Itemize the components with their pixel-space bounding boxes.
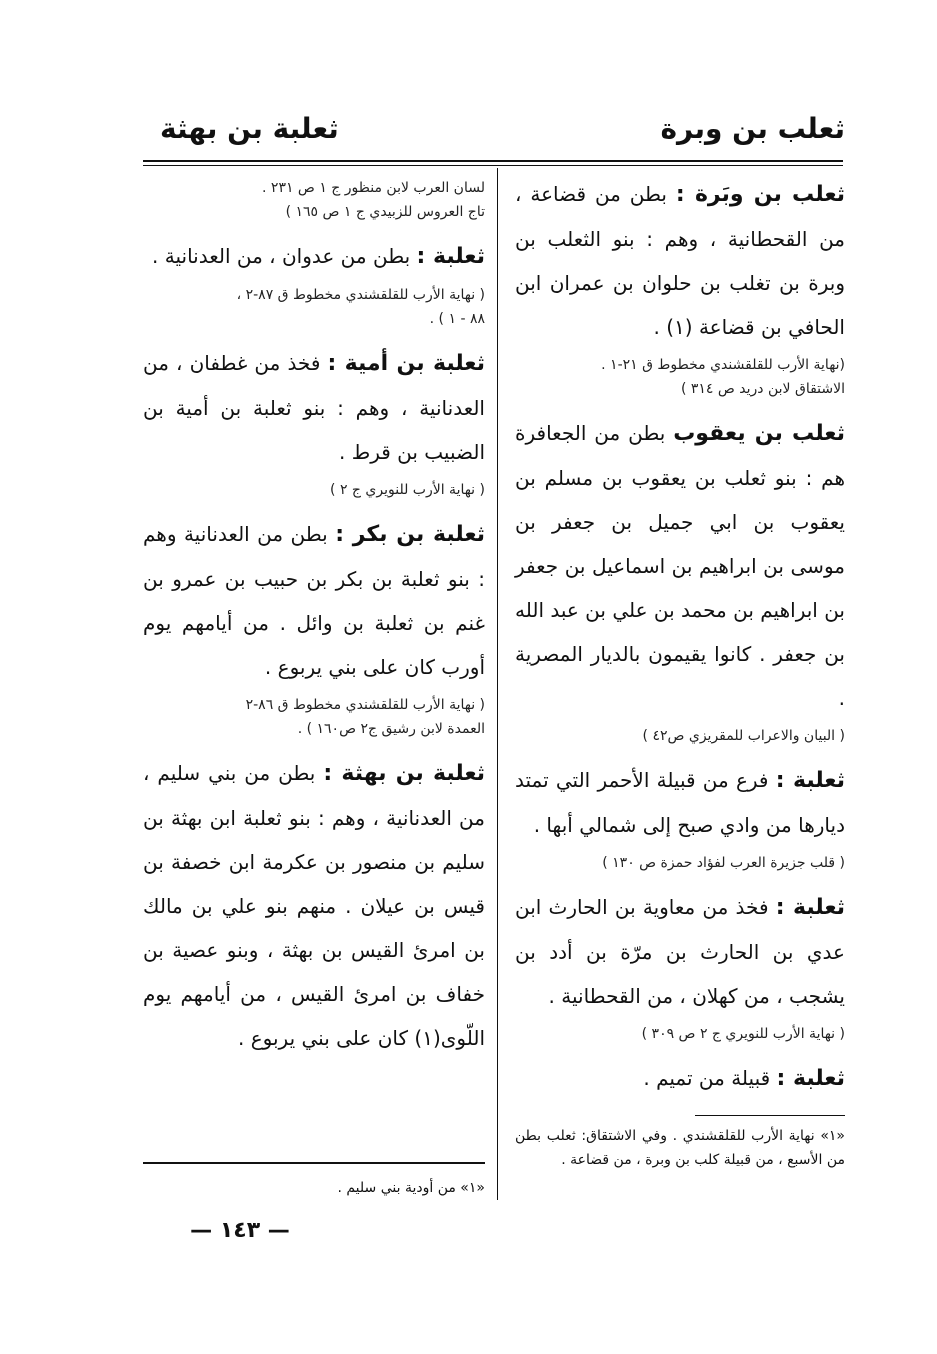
left-column bbox=[143, 172, 485, 1060]
entry-text: فخذ من غطفان ، من العدنانية ، وهم : بنو ثعلبة بن أمية بن الضبيب بن قرط . bbox=[143, 351, 485, 464]
source-line: ( نهاية الأرب للنويري ج ٢ ص ٣٠٩ ) bbox=[641, 1026, 845, 1042]
header-rule-thin bbox=[143, 165, 843, 166]
source-line: ( قلب جزيرة العرب لفؤاد حمزة ص ١٣٠ ) bbox=[602, 855, 845, 871]
entry-headword: ثعلبة : bbox=[416, 244, 485, 269]
entry-headword: ثعلب بن وبَرة : bbox=[675, 182, 845, 207]
entry-source bbox=[143, 176, 485, 224]
page-number: — ١٤٣ — bbox=[190, 1218, 290, 1243]
source-line: ( نهاية الأرب للنويري ج ٢ ) bbox=[330, 482, 485, 498]
entry-thalaba-bin-umayya bbox=[143, 341, 485, 474]
entry-thalab-bin-yaqub bbox=[515, 411, 845, 720]
entry-text: بطن من العدنانية وهم : بنو ثعلبة بن بكر بن حبيب بن عمرو بن غنم بن ثعلبة بن وائل . من أيامهم يوم أورب كان على بني يربوع . bbox=[143, 522, 485, 679]
entry-source bbox=[515, 724, 845, 748]
source-line: تاج العروس للزبيدي ج ١ ص ١٦٥ ) bbox=[285, 204, 485, 220]
entry-headword: ثعلبة بن بهثة : bbox=[323, 761, 486, 786]
right-column bbox=[515, 172, 845, 1172]
left-footnote-rule bbox=[143, 1162, 485, 1164]
entry-text: بطن من الجعافرة هم : بنو ثعلب بن يعقوب بن مسلم بن يعقوب بن ابي جميل بن جعفر بن موسى بن ابراهيم بن اسماعيل بن جعفر بن ابراهيم بن محمد بن علي بن عبد الله بن جعفر . كانوا يقيمون بالديار المصرية . bbox=[515, 421, 845, 710]
entry-headword: ثعلبة بن بكر : bbox=[335, 522, 485, 547]
entry-source bbox=[515, 1022, 845, 1046]
entry-headword: ثعلبة : bbox=[776, 1066, 845, 1091]
entry-source bbox=[143, 693, 485, 741]
source-line: ( البيان والاعراب للمقريزي ص٤٢ ) bbox=[642, 728, 845, 744]
right-footnote: «١» نهاية الأرب للقلقشندي . وفي الاشتقاق: ثعلب بطن من الأسبع ، من قبيلة كلب بن وبرة ، من قضاعة . bbox=[515, 1128, 845, 1168]
entry-headword: ثعلبة بن أمية : bbox=[327, 351, 485, 376]
source-line: لسان العرب لابن منظور ج ١ ص ٢٣١ . bbox=[262, 180, 485, 196]
entry-headword: ثعلبة : bbox=[775, 768, 845, 793]
entry-headword: ثعلب بن يعقوب bbox=[673, 421, 845, 446]
source-line: (نهاية الأرب للقلقشندي مخطوط ق ٢١-١ . bbox=[601, 357, 845, 373]
entry-thalaba-bin-bahtha bbox=[143, 751, 485, 1060]
entry-source bbox=[515, 851, 845, 875]
entry-thalab-bin-wabara bbox=[515, 172, 845, 349]
footnote-rule bbox=[695, 1115, 845, 1116]
entry-text: قبيلة من تميم . bbox=[643, 1066, 771, 1090]
source-line: الاشتقاق لابن دريد ص ٣١٤ ) bbox=[680, 381, 845, 397]
running-head-right: ثعلب بن وبرة bbox=[660, 112, 845, 145]
entry-source bbox=[143, 283, 485, 331]
entry-source bbox=[143, 478, 485, 502]
source-line: ( نهاية الأرب للقلقشندي مخطوط ق ٨٧-٢ ، bbox=[236, 287, 485, 303]
column-divider bbox=[497, 168, 498, 1200]
entry-headword: ثعلبة : bbox=[775, 895, 846, 920]
source-line: ( نهاية الأرب للقلقشندي مخطوط ق ٨٦-٢ bbox=[245, 697, 485, 713]
entry-text: بطن من قضاعة ، من القحطانية ، وهم : بنو الثعلب بن وبرة بن تغلب بن حلوان بن عمران ابن الحافي بن قضاعة (١) . bbox=[515, 182, 845, 339]
entry-text: فرع من قبيلة الأحمر التي تمتد ديارها من وادي صبح إلى شمالي أبها . bbox=[515, 768, 845, 837]
running-head-left: ثعلبة بن بهثة bbox=[160, 112, 339, 145]
header-rule bbox=[143, 160, 843, 162]
source-line: العمدة لابن رشيق ج٢ ص١٦٠ ) . bbox=[297, 721, 485, 737]
entry-source bbox=[515, 353, 845, 401]
entry-text: فخذ من معاوية بن الحارث ابن عدي بن الحارث بن مرّة بن أدد بن يشجب ، من كهلان ، من القحطانية . bbox=[515, 895, 845, 1008]
entry-thalaba-tamim bbox=[515, 1056, 845, 1101]
source-line: ٨٨ - ١ ) . bbox=[429, 311, 485, 327]
entry-thalaba-muawiya bbox=[515, 885, 845, 1018]
entry-thalaba-bin-bakr bbox=[143, 512, 485, 689]
entry-thalaba-ahmar bbox=[515, 758, 845, 847]
entry-thalaba-adwan bbox=[143, 234, 485, 279]
left-footnote: «١» من أودية بني سليم . bbox=[337, 1180, 485, 1196]
entry-text: بطن من عدوان ، من العدنانية . bbox=[152, 244, 411, 268]
entry-text: بطن من بني سليم ، من العدنانية ، وهم : بنو ثعلبة ابن بهثة بن سليم بن منصور بن عكرمة ابن خصفة بن قيس بن عيلان . منهم بنو علي بن مالك بن امرئ القيس بن بهثة ، وبنو عصية بن خفاف بن امرئ القيس ، من أيامهم يوم اللّوى(١) كان على بني يربوع . bbox=[143, 761, 485, 1050]
